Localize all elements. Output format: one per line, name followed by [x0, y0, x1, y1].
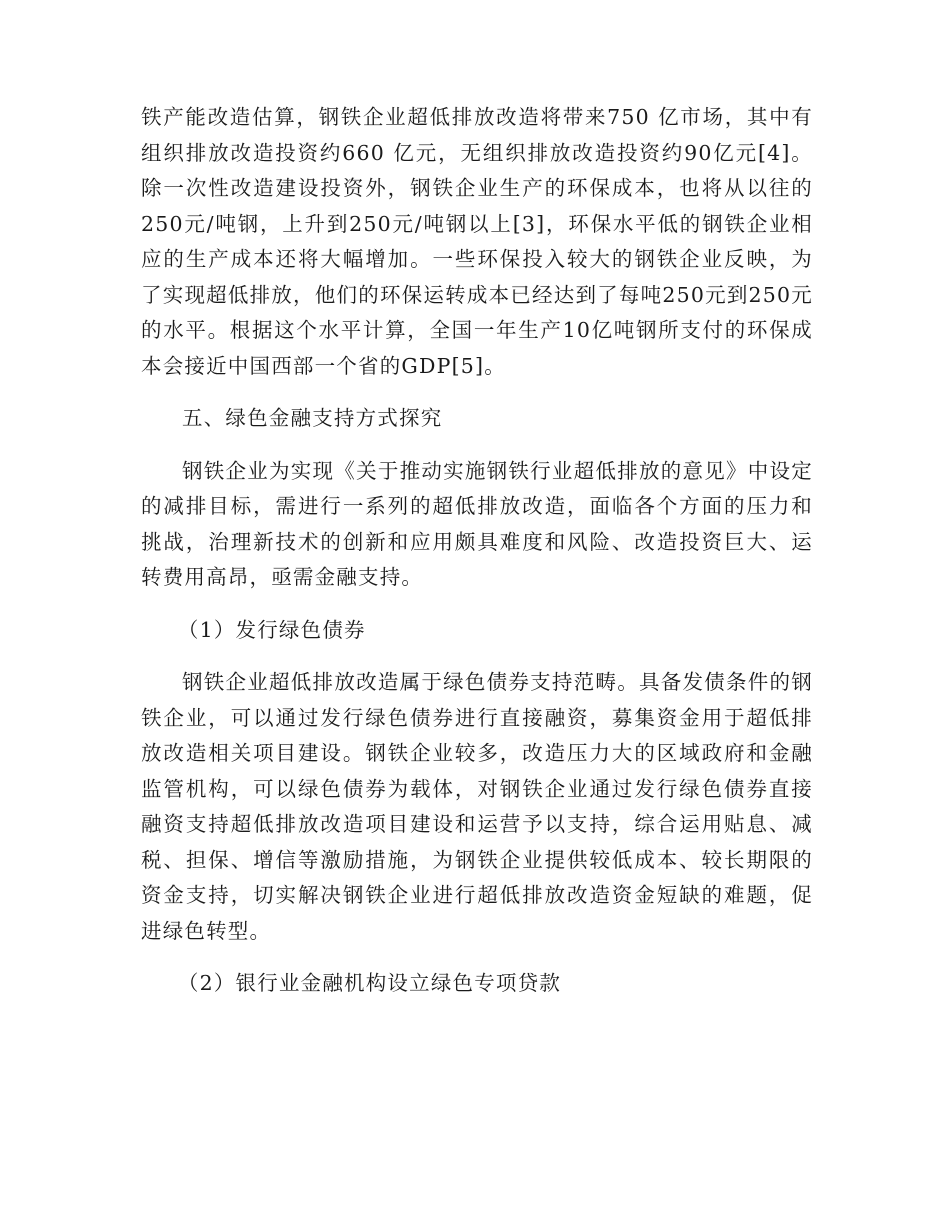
paragraph-continued: 铁产能改造估算，钢铁企业超低排放改造将带来750 亿市场，其中有组织排放改造投资约660 亿元，无组织排放改造投资约90亿元[4]。除一次性改造建设投资外，钢铁企业生产的环保成本，也将从以往的250元/吨钢，上升到250元/吨钢以上[3]，环保水平低的钢铁企业相应的生产成本还将大幅增加。一些环保投入较大的钢铁企业反映，为了实现超低排放，他们的环保运转成本已经达到了每吨250元到250元的水平。根据这个水平计算，全国一年生产10亿吨钢所支付的环保成本会接近中国西部一个省的GDP[5]。: [141, 105, 813, 378]
paragraph-intro: 钢铁企业为实现《关于推动实施钢铁行业超低排放的意见》中设定的减排目标，需进行一系列的超低排放改造，面临各个方面的压力和挑战，治理新技术的创新和应用颇具难度和风险、改造投资巨大、运转费用高昂，亟需金融支持。: [141, 458, 813, 589]
subheading-green-loans: （2）银行业金融机构设立绿色专项贷款: [177, 971, 562, 995]
subheading-green-bonds: （1）发行绿色债券: [177, 617, 366, 642]
paragraph-green-bonds: 钢铁企业超低排放改造属于绿色债券支持范畴。具备发债条件的钢铁企业，可以通过发行绿色债券进行直接融资，募集资金用于超低排放改造相关项目建设。钢铁企业较多，改造压力大的区域政府和金融监管机构，可以绿色债券为载体，对钢铁企业通过发行绿色债券直接融资支持超低排放改造项目建设和运营予以支持，综合运用贴息、减税、担保、增信等激励措施，为钢铁企业提供较低成本、较长期限的资金支持，切实解决钢铁企业进行超低排放改造资金短缺的难题，促进绿色转型。: [141, 670, 813, 943]
section-heading-5: 五、绿色金融支持方式探究: [182, 406, 443, 430]
document-body: [141, 100, 813, 1019]
